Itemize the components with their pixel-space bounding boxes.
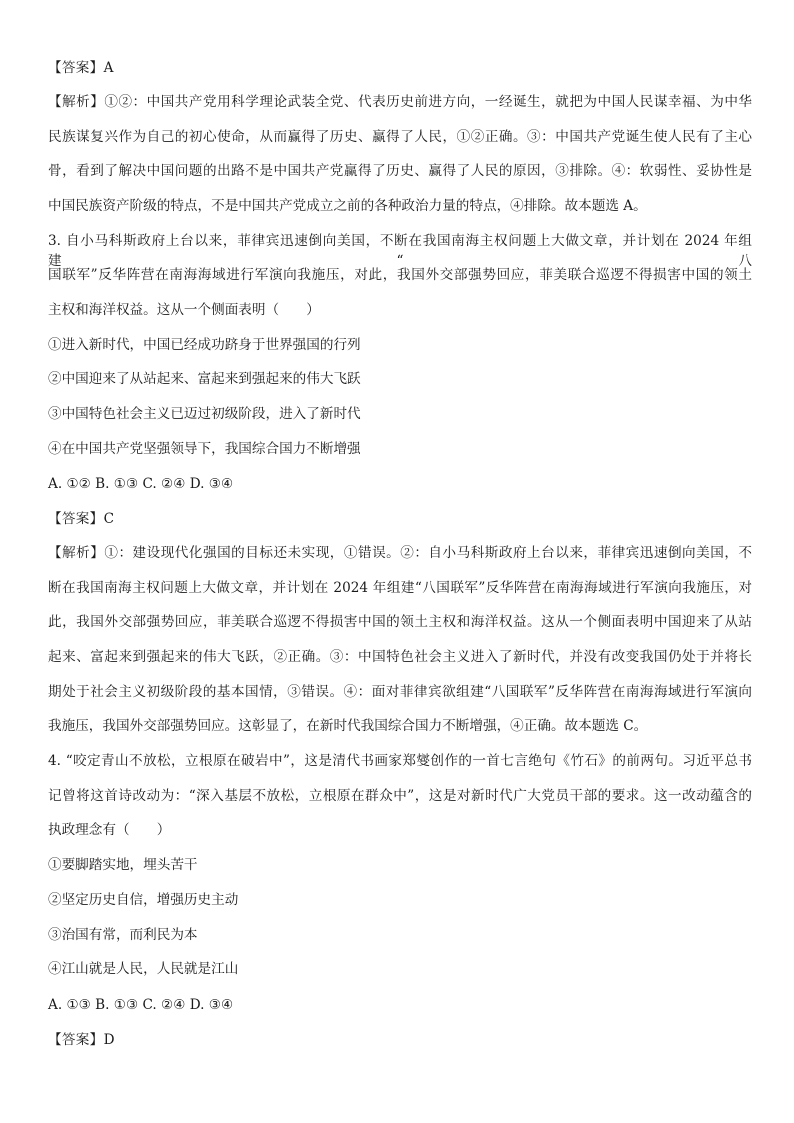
analysis-line: 骨，看到了解决中国问题的出路不是中国共产党赢得了历史、赢得了人民的原因，③排除。④：软弱性、妥协性是 <box>48 163 752 179</box>
option-line: ②坚定历史自信，增强历史主动 <box>48 892 239 908</box>
question-line: 3. 自小马科斯政府上台以来，菲律宾迅速倒向美国，不断在我国南海主权问题上大做文章，并计划在 2024 年组建“八 <box>48 233 752 269</box>
answer-line: 【答案】A <box>48 60 114 76</box>
option-line: ①要脚踏实地，埋头苦干 <box>48 857 198 873</box>
analysis-line: 起来、富起来到强起来的伟大飞跃，②正确。③：中国特色社会主义进入了新时代，并没有改变我国仍处于并将长 <box>48 649 752 665</box>
analysis-line: 断在我国南海主权问题上大做文章，并计划在 2024 年组建“八国联军”反华阵营在南海海域进行军演向我施压，对 <box>48 580 752 596</box>
answer-line: 【答案】D <box>48 1032 115 1048</box>
option-line: ①进入新时代，中国已经成功跻身于世界强国的行列 <box>48 337 361 353</box>
analysis-line: 我施压，我国外交部强势回应。这彰显了，在新时代我国综合国力不断增强，④正确。故本题选 C。 <box>48 718 648 734</box>
question-line: 执政理念有（ ） <box>48 822 171 838</box>
option-line: ④在中国共产党坚强领导下，我国综合国力不断增强 <box>48 441 361 457</box>
choices-line: A. ①② B. ①③ C. ②④ D. ③④ <box>48 476 234 492</box>
analysis-line: 民族谋复兴作为自己的初心使命，从而赢得了历史、赢得了人民，①②正确。③：中国共产党诞生使人民有了主心 <box>48 129 752 145</box>
question-line: 国联军”反华阵营在南海海域进行军演向我施压，对此，我国外交部强势回应，菲美联合巡逻不得损害中国的领土 <box>48 267 752 283</box>
question-line: 主权和海洋权益。这从一个侧面表明（ ） <box>48 302 320 318</box>
option-line: ④江山就是人民，人民就是江山 <box>48 961 239 977</box>
analysis-line: 期处于社会主义初级阶段的基本国情，③错误。④：面对菲律宾欲组建“八国联军”反华阵营在南海海域进行军演向 <box>48 684 752 700</box>
answer-line: 【答案】C <box>48 511 115 527</box>
option-line: ③中国特色社会主义已迈过初级阶段，进入了新时代 <box>48 406 361 422</box>
option-line: ③治国有常，而利民为本 <box>48 927 198 943</box>
question-line: 记曾将这首诗改动为：“深入基层不放松，立根原在群众中”，这是对新时代广大党员干部的要求。这一改动蕴含的 <box>48 788 752 804</box>
question-line: 4. “咬定青山不放松，立根原在破岩中”，这是清代书画家郑燮创作的一首七言绝句《竹石》的前两句。习近平总书 <box>48 753 752 769</box>
analysis-line: 【解析】①：建设现代化强国的目标还未实现，①错误。②：自小马科斯政府上台以来，菲律宾迅速倒向美国，不 <box>48 545 752 561</box>
analysis-line: 中国民族资产阶级的特点，不是中国共产党成立之前的各种政治力量的特点，④排除。故本题选 A。 <box>48 198 647 214</box>
choices-line: A. ①③ B. ①③ C. ②④ D. ③④ <box>48 997 234 1013</box>
analysis-line: 【解析】①②：中国共产党用科学理论武装全党、代表历史前进方向，一经诞生，就把为中国人民谋幸福、为中华 <box>48 94 752 110</box>
option-line: ②中国迎来了从站起来、富起来到强起来的伟大飞跃 <box>48 371 361 387</box>
analysis-line: 此，我国外交部强势回应，菲美联合巡逻不得损害中国的领土主权和海洋权益。这从一个侧面表明中国迎来了从站 <box>48 614 752 630</box>
